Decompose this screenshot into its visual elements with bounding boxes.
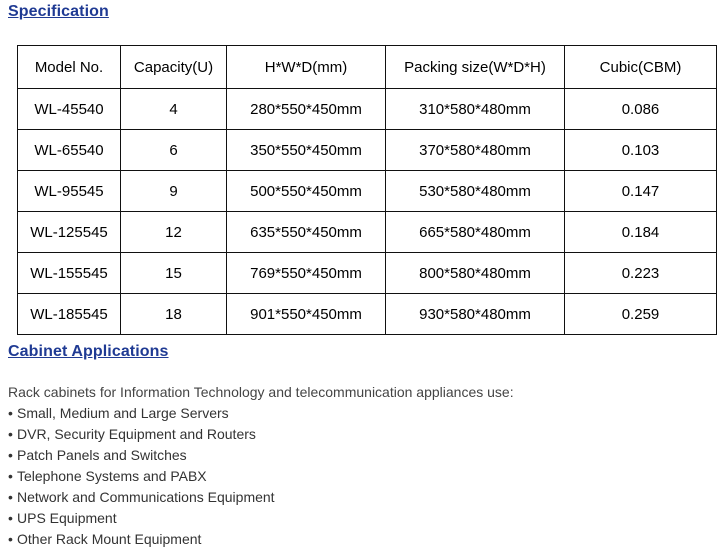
header-model: Model No.: [18, 46, 121, 89]
cell-packing-size: 930*580*480mm: [386, 294, 565, 335]
bullet-icon: •: [8, 426, 13, 442]
cell-model: WL-45540: [18, 89, 121, 130]
cell-dimensions: 500*550*450mm: [227, 171, 386, 212]
table-row: [18, 171, 717, 212]
specification-heading: Specification: [8, 3, 109, 20]
cell-packing-size: 665*580*480mm: [386, 212, 565, 253]
cell-capacity: 15: [121, 253, 227, 294]
cell-cubic: 0.086: [565, 89, 717, 130]
cell-model: WL-155545: [18, 253, 121, 294]
table-row: [18, 253, 717, 294]
list-item-label: Telephone Systems and PABX: [17, 468, 207, 484]
table-row: [18, 294, 717, 335]
list-item-label: Patch Panels and Switches: [17, 447, 187, 463]
cabinet-applications-heading: Cabinet Applications: [8, 343, 169, 360]
table-row: [18, 89, 717, 130]
cell-model: WL-65540: [18, 130, 121, 171]
header-dimensions: H*W*D(mm): [227, 46, 386, 89]
specification-table: [17, 45, 717, 335]
list-item-label: DVR, Security Equipment and Routers: [17, 426, 256, 442]
cell-packing-size: 530*580*480mm: [386, 171, 565, 212]
cell-capacity: 18: [121, 294, 227, 335]
list-item: [8, 404, 275, 425]
header-packing-size: Packing size(W*D*H): [386, 46, 565, 89]
cell-cubic: 0.147: [565, 171, 717, 212]
bullet-icon: •: [8, 405, 13, 421]
cell-cubic: 0.184: [565, 212, 717, 253]
cell-model: WL-125545: [18, 212, 121, 253]
cell-model: WL-95545: [18, 171, 121, 212]
bullet-icon: •: [8, 531, 13, 547]
table-header-row: [18, 46, 717, 89]
cell-packing-size: 370*580*480mm: [386, 130, 565, 171]
list-item: [8, 530, 275, 551]
table-row: [18, 130, 717, 171]
list-item: [8, 488, 275, 509]
cell-packing-size: 800*580*480mm: [386, 253, 565, 294]
cell-dimensions: 769*550*450mm: [227, 253, 386, 294]
list-item-label: Network and Communications Equipment: [17, 489, 275, 505]
cell-model: WL-185545: [18, 294, 121, 335]
applications-intro: Rack cabinets for Information Technology and telecommunication appliances use:: [8, 384, 514, 400]
list-item: [8, 425, 275, 446]
bullet-icon: •: [8, 510, 13, 526]
list-item-label: Small, Medium and Large Servers: [17, 405, 229, 421]
bullet-icon: •: [8, 468, 13, 484]
list-item-label: UPS Equipment: [17, 510, 117, 526]
cell-packing-size: 310*580*480mm: [386, 89, 565, 130]
table-row: [18, 212, 717, 253]
list-item: [8, 467, 275, 488]
cell-dimensions: 350*550*450mm: [227, 130, 386, 171]
cell-dimensions: 280*550*450mm: [227, 89, 386, 130]
bullet-icon: •: [8, 489, 13, 505]
applications-list: [8, 404, 275, 551]
header-cubic: Cubic(CBM): [565, 46, 717, 89]
cell-capacity: 12: [121, 212, 227, 253]
cell-dimensions: 901*550*450mm: [227, 294, 386, 335]
cell-cubic: 0.223: [565, 253, 717, 294]
bullet-icon: •: [8, 447, 13, 463]
cell-capacity: 4: [121, 89, 227, 130]
list-item-label: Other Rack Mount Equipment: [17, 531, 202, 547]
header-capacity: Capacity(U): [121, 46, 227, 89]
list-item: [8, 509, 275, 530]
cell-capacity: 6: [121, 130, 227, 171]
list-item: [8, 446, 275, 467]
cell-dimensions: 635*550*450mm: [227, 212, 386, 253]
cell-cubic: 0.259: [565, 294, 717, 335]
cell-capacity: 9: [121, 171, 227, 212]
cell-cubic: 0.103: [565, 130, 717, 171]
